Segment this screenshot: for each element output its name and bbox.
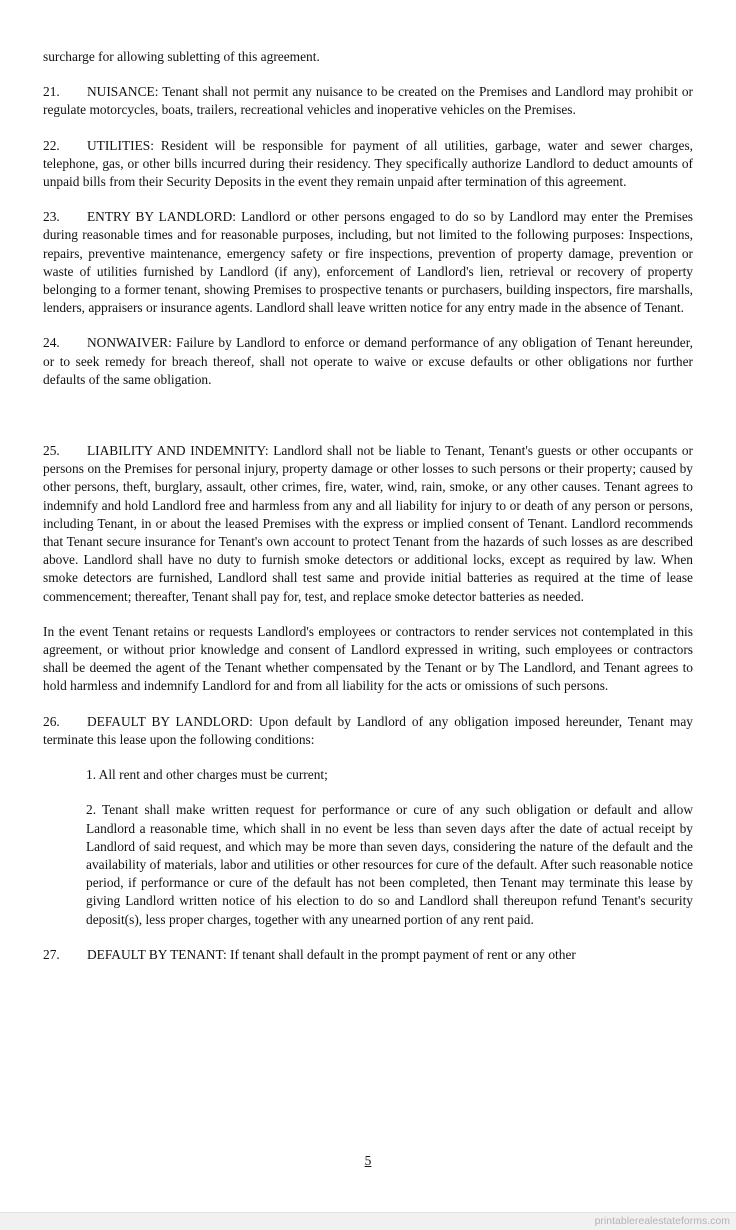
intro-line: surcharge for allowing subletting of this agreement. bbox=[43, 49, 320, 64]
footer-bar bbox=[0, 1212, 736, 1230]
clause-25 bbox=[43, 442, 693, 606]
clause-22 bbox=[43, 137, 693, 192]
clause-21 bbox=[43, 83, 693, 119]
clause-text: NONWAIVER: Failure by Landlord to enforce or demand performance of any obligation of Tenant hereunder, or to seek remedy for breach thereof, shall not operate to waive or excuse defaults or other obligations nor further defaults of the same obligation. bbox=[43, 335, 693, 387]
clause-25-continuation: In the event Tenant retains or requests Landlord's employees or contractors to render services not contemplated in this agreement, or without prior knowledge and consent of Landlord expressed in writing, such employees or contractors shall be deemed the agent of the Tenant whether compensated by the Tenant or by The Landlord, and Tenant agrees to hold harmless and indemnify Landlord for and from all liability for the acts or omissions of such persons. bbox=[43, 623, 693, 694]
clause-number: 25. bbox=[43, 443, 60, 459]
clause-text: DEFAULT BY LANDLORD: Upon default by Landlord of any obligation imposed hereunder, Tenant may terminate this lease upon the following conditions: bbox=[43, 713, 693, 747]
clause-number: 27. bbox=[43, 946, 60, 962]
clause-text: NUISANCE: Tenant shall not permit any nuisance to be created on the Premises and Landlord may prohibit or regulate motorcycles, boats, trailers, recreational vehicles and inoperative vehicles on the Premises. bbox=[43, 84, 693, 118]
spacer bbox=[43, 406, 693, 442]
clause-text: UTILITIES: Resident will be responsible for payment of all utilities, garbage, water and sewer charges, telephone, gas, or other bills incurred during their residency. They specifically authorize Landlord to deduct amounts of unpaid bills from their Security Deposits in the event they remain unpaid after termination of this agreement. bbox=[43, 137, 693, 190]
clause-27 bbox=[43, 946, 693, 964]
clause-text: LIABILITY AND INDEMNITY: Landlord shall not be liable to Tenant, Tenant's guests or other occupants or persons on the Premises for personal injury, property damage or other losses to such persons or their property; caused by other persons, theft, burglary, assault, other crimes, fire, water, wind, rain, smoke, or any other causes. Tenant agrees to indemnify and hold Landlord free and harmless from any and all liability for injury to or death of any person or persons, including Tenant, in or about the leased Premises with the express or implied consent of Tenant. Landlord recommends that Tenant secure insurance for Tenant's own account to protect Tenant from the hazards of such losses as are described above. Landlord shall have no duty to furnish smoke detectors or additional locks, except as required by law. When smoke detectors are furnished, Landlord shall test same and provide initial batteries as required at the time of lease commencement; thereafter, Tenant shall pay for, test, and replace smoke detector batteries as needed. bbox=[43, 443, 693, 604]
clause-number: 26. bbox=[43, 713, 60, 729]
document-body bbox=[43, 48, 693, 981]
page-number: 5 bbox=[364, 1153, 372, 1168]
clause-text: DEFAULT BY TENANT: If tenant shall default in the prompt payment of rent or any other bbox=[87, 946, 576, 962]
clause-24 bbox=[43, 334, 693, 389]
clause-number: 21. bbox=[43, 84, 60, 100]
clause-26-condition-2: 2. Tenant shall make written request for performance or cure of any such obligation or default and allow Landlord a reasonable time, which shall in no event be less than seven days after the date of actual receipt by Landlord of said request, and which may be more than seven days, considering the nature of the default and the availability of materials, labor and utilities or other resources for cure of the default. After such reasonable notice period, if performance or cure of the default has not been completed, then Tenant may terminate this lease by giving Landlord written notice of his election to do so and Landlord shall thereupon refund Tenant's security deposit(s), less proper charges, together with any unearned portion of any rent paid. bbox=[86, 802, 693, 927]
clause-number: 23. bbox=[43, 209, 60, 225]
clause-number: 24. bbox=[43, 335, 60, 351]
clause-text: ENTRY BY LANDLORD: Landlord or other persons engaged to do so by Landlord may enter the Premises during reasonable times and for reasonable purposes, including, but not limited to the following purposes: Inspections, repairs, preventive maintenance, emergency safety or fire inspections, prevention of property damage, prevention or waste of utilities furnished by Landlord (if any), enforcement of Landlord's lien, retrieval or recovery of property belonging to a former tenant, showing Premises to prospective tenants or purchasers, building inspectors, fire marshalls, lenders, appraisers or insurance agents. Landlord shall leave written notice for any entry made in the absence of Tenant. bbox=[43, 209, 693, 316]
clause-26-condition-1: 1. All rent and other charges must be current; bbox=[86, 767, 328, 783]
clause-26 bbox=[43, 713, 693, 749]
site-watermark: printablerealestateforms.com bbox=[594, 1215, 730, 1227]
clause-23 bbox=[43, 208, 693, 317]
clause-number: 22. bbox=[43, 137, 60, 153]
